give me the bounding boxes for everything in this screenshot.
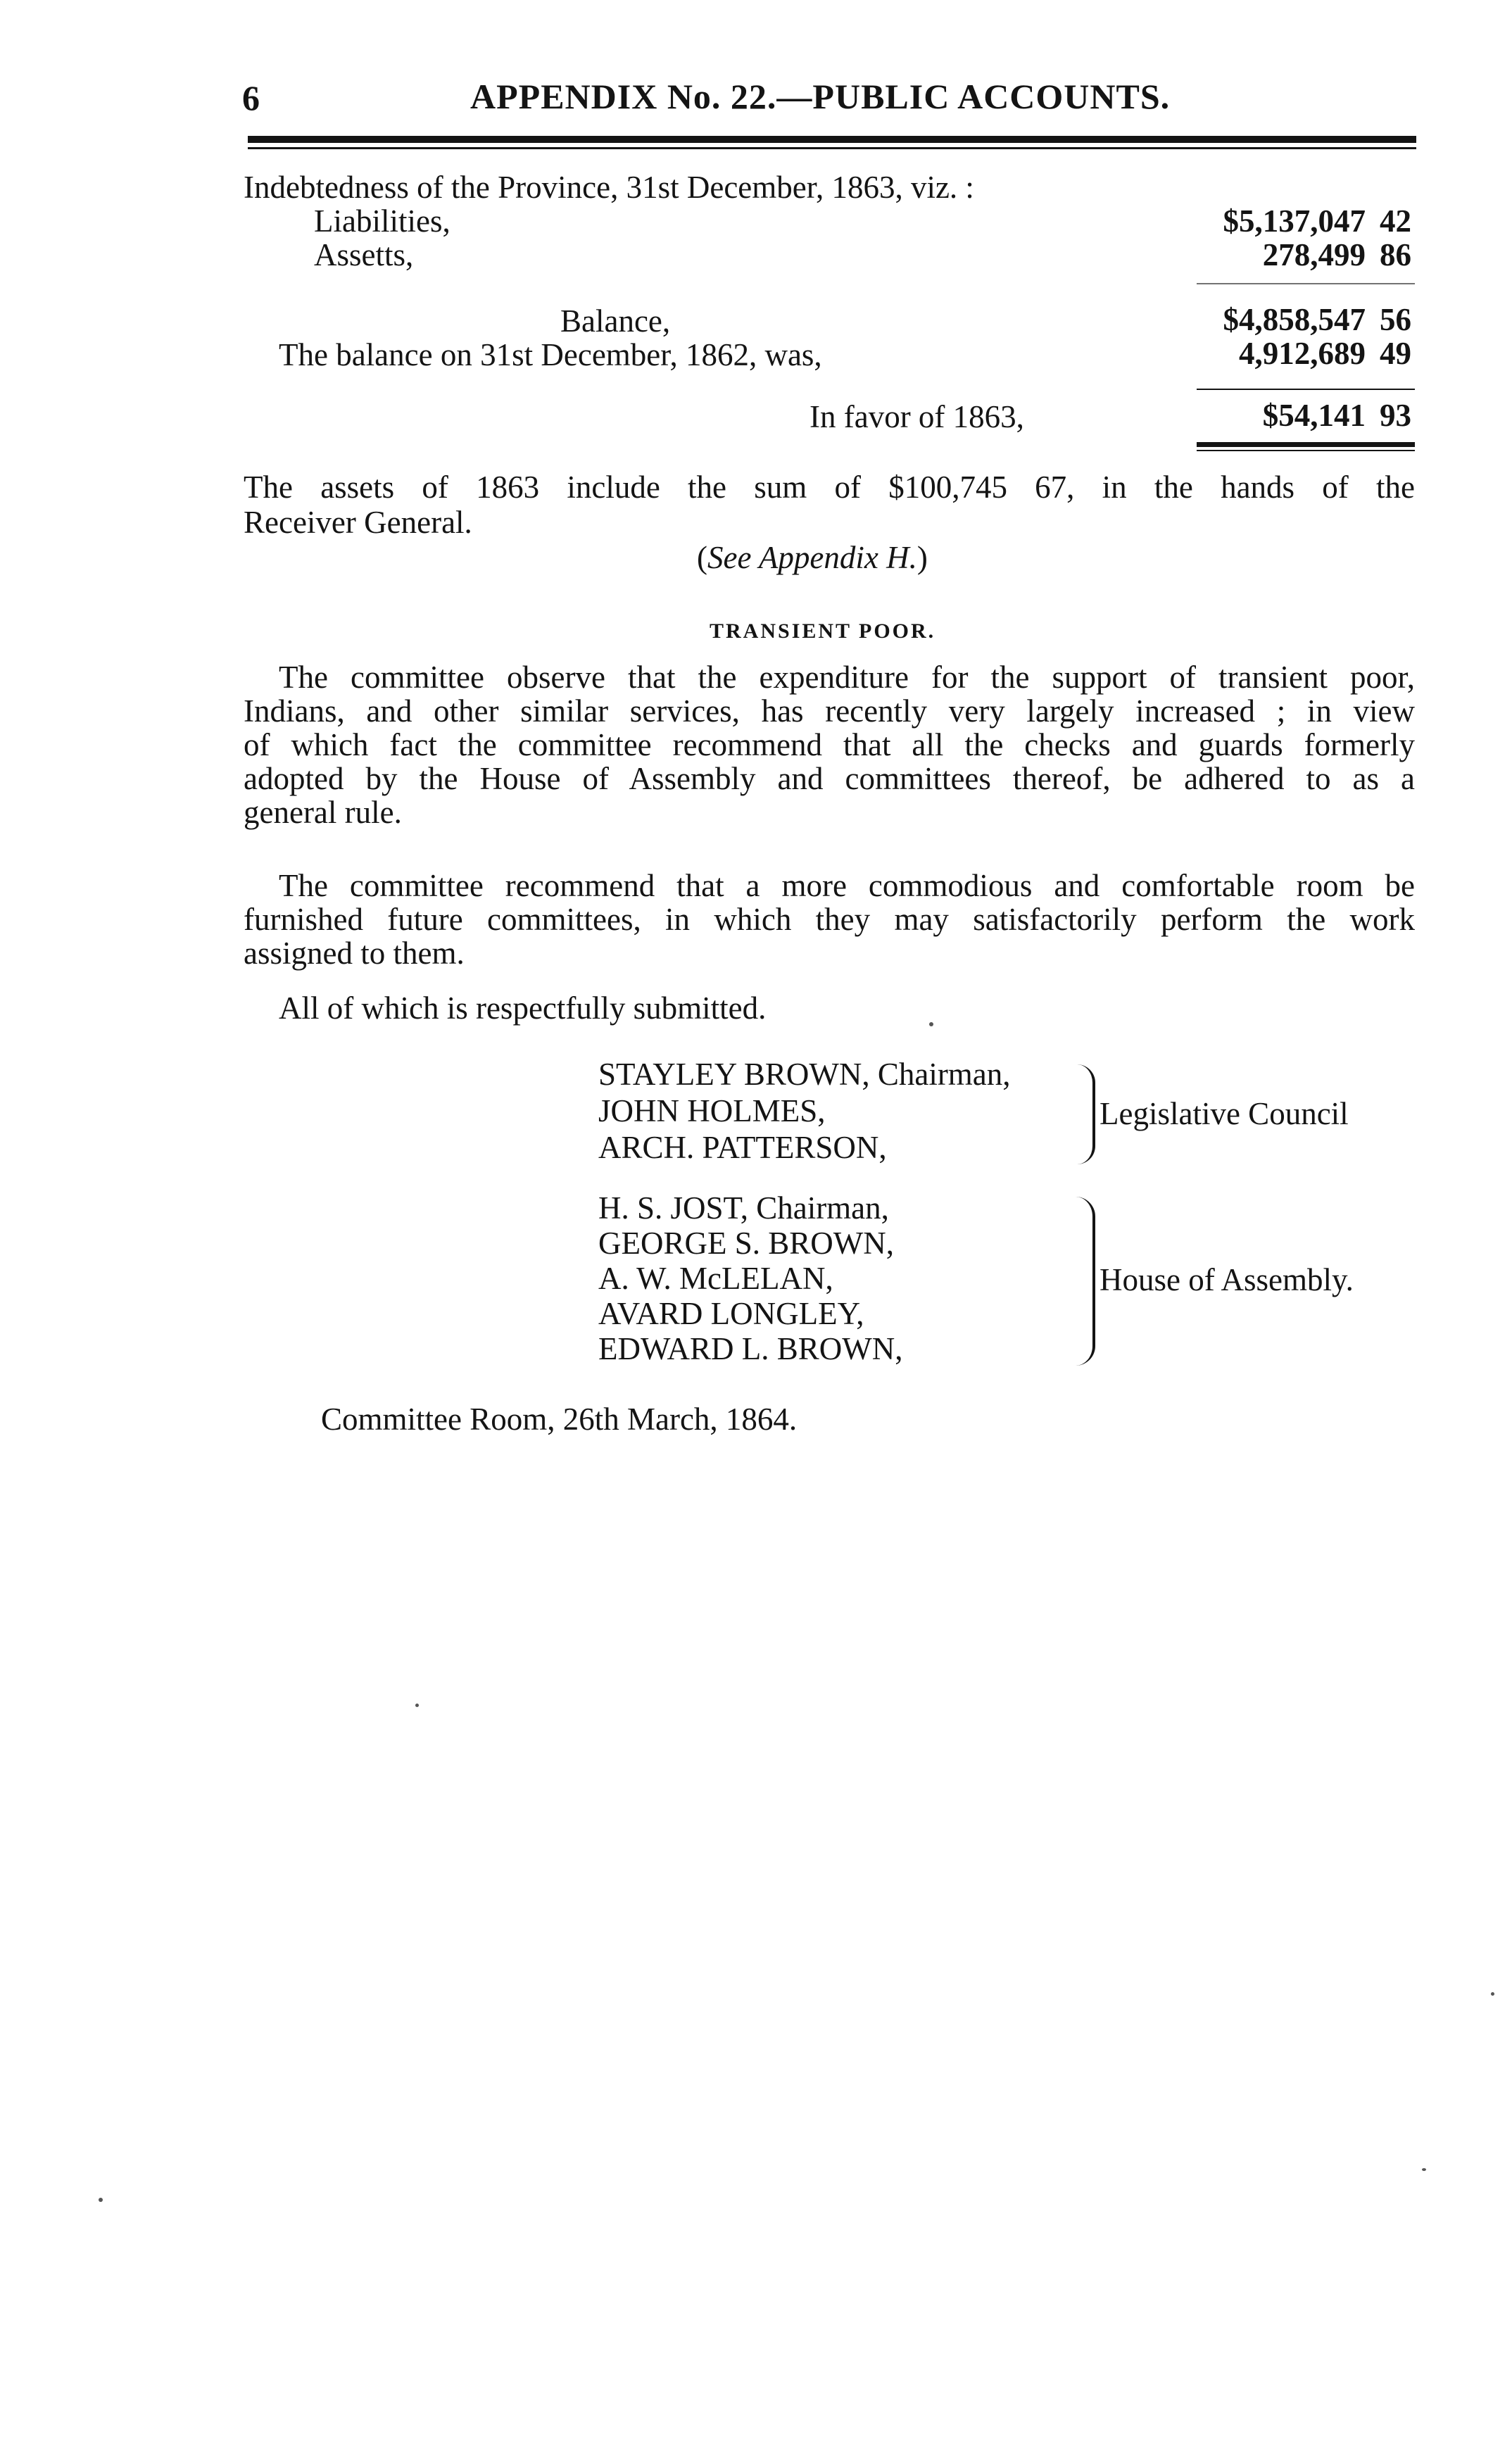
scan-speck: [1422, 2168, 1426, 2171]
signatory-name: JOHN HOLMES,: [598, 1093, 826, 1128]
header-rule-thin: [248, 147, 1416, 149]
scan-speck: [99, 2198, 103, 2202]
paragraph-line: furnished future committees, in which they may satisfactorily perform the work: [244, 902, 1415, 937]
subtotal-rule: [1197, 283, 1415, 284]
assets-label: Assetts,: [314, 237, 414, 272]
paragraph-line: adopted by the House of Assembly and committees thereof, be adhered to as a: [244, 761, 1415, 796]
liabilities-cents: 42: [1380, 203, 1411, 239]
signatory-name: A. W. McLELAN,: [598, 1261, 833, 1296]
see-appendix-text: See Appendix H.: [707, 540, 917, 575]
council-label: Legislative Council: [1100, 1096, 1349, 1131]
assets-amount: 278,499: [1262, 237, 1366, 272]
indebtedness-intro: Indebtedness of the Province, 31st December, 1863, viz. :: [244, 170, 974, 205]
assets-note-line2: Receiver General.: [244, 505, 472, 540]
paragraph-line: The committee recommend that a more commodious and comfortable room be: [279, 868, 1415, 903]
prior-balance-cents: 49: [1380, 336, 1411, 371]
header-rule-thick: [248, 136, 1416, 143]
signatory-name: EDWARD L. BROWN,: [598, 1331, 903, 1366]
see-appendix: [697, 539, 928, 576]
section-heading: TRANSIENT POOR.: [710, 619, 936, 643]
signatory-name: AVARD LONGLEY,: [598, 1296, 864, 1331]
favor-top-rule: [1197, 389, 1415, 390]
see-appendix-open: (: [697, 540, 707, 575]
signatory-name: STAYLEY BROWN, Chairman,: [598, 1057, 1011, 1092]
scan-speck: [415, 1704, 419, 1707]
assets-note-line1: The assets of 1863 include the sum of $100,745 67, in the hands of the: [244, 470, 1415, 505]
paragraph-line: assigned to them.: [244, 936, 465, 971]
signatory-name: ARCH. PATTERSON,: [598, 1130, 887, 1165]
signatory-name: GEORGE S. BROWN,: [598, 1226, 895, 1261]
dateline: Committee Room, 26th March, 1864.: [321, 1402, 798, 1437]
prior-balance-label: The balance on 31st December, 1862, was,: [279, 337, 822, 372]
assembly-brace: [1076, 1197, 1095, 1366]
paragraph-line: general rule.: [244, 795, 402, 830]
balance-cents: 56: [1380, 302, 1411, 337]
paragraph-line: of which fact the committee recommend that all the checks and guards formerly: [244, 727, 1415, 762]
council-brace: [1077, 1064, 1095, 1164]
page-number: 6: [242, 78, 260, 118]
see-appendix-close: ): [916, 540, 928, 575]
closing-line: All of which is respectfully submitted.: [279, 990, 767, 1026]
favor-cents: 93: [1380, 398, 1411, 433]
scan-speck: [1491, 1992, 1494, 1996]
assembly-label: House of Assembly.: [1100, 1262, 1354, 1297]
assets-cents: 86: [1380, 237, 1411, 272]
favor-double-rule-2: [1197, 450, 1415, 451]
balance-amount: $4,858,547: [1223, 302, 1366, 337]
liabilities-label: Liabilities,: [314, 203, 451, 239]
signatory-name: H. S. JOST, Chairman,: [598, 1190, 889, 1226]
paragraph-line: The committee observe that the expenditure for the support of transient poor,: [279, 660, 1415, 695]
page-title: APPENDIX No. 22.—PUBLIC ACCOUNTS.: [470, 77, 1171, 116]
balance-label: Balance,: [560, 303, 671, 339]
favor-amount: $54,141: [1262, 398, 1366, 433]
prior-balance-amount: 4,912,689: [1239, 336, 1366, 371]
liabilities-amount: $5,137,047: [1223, 203, 1366, 239]
scan-speck: [929, 1022, 933, 1026]
favor-double-rule-1: [1197, 442, 1415, 447]
paragraph-line: Indians, and other similar services, has recently very largely increased ; in view: [244, 693, 1415, 729]
favor-label: In favor of 1863,: [809, 399, 1024, 434]
